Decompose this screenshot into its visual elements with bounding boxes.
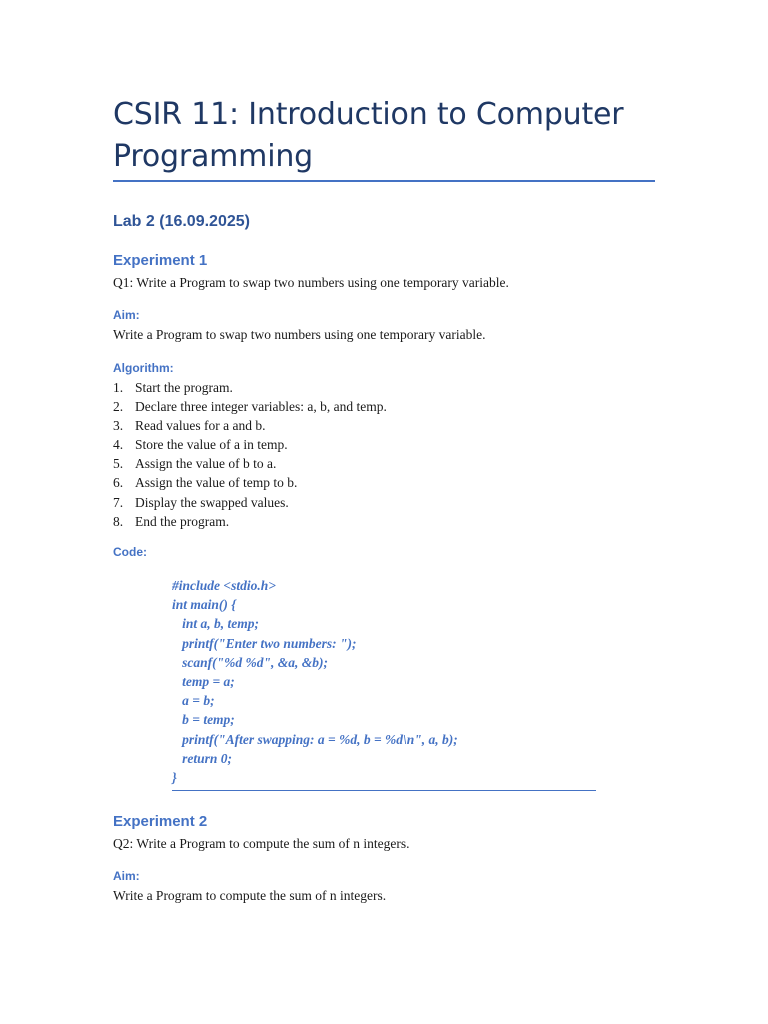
list-item (113, 512, 387, 531)
experiment-2-question: Q2: Write a Program to compute the sum of n integers. (113, 836, 410, 851)
list-item-text: Read values for a and b. (135, 418, 266, 434)
code-line: printf("After swapping: a = %d, b = %d\n", a, b); (172, 731, 458, 747)
code-line: } (172, 769, 177, 785)
experiment-1-algorithm-label: Algorithm: (113, 361, 174, 375)
list-item (113, 378, 387, 397)
list-item-number: 8. (113, 513, 124, 529)
code-line: int main() { (172, 597, 236, 613)
list-item-number: 3. (113, 418, 124, 434)
list-item (113, 454, 387, 473)
experiment-2-heading: Experiment 2 (113, 813, 208, 830)
list-item-number: 4. (113, 437, 124, 453)
list-item (113, 493, 387, 512)
code-line: int a, b, temp; (172, 616, 259, 632)
experiment-2-aim-label: Aim: (113, 869, 140, 883)
algorithm-list (113, 378, 387, 531)
code-line: b = temp; (172, 712, 235, 728)
code-line: temp = a; (172, 673, 235, 689)
list-item-number: 6. (113, 475, 124, 491)
list-item (113, 397, 387, 416)
list-item-text: Display the swapped values. (135, 494, 289, 510)
experiment-2-aim-text: Write a Program to compute the sum of n integers. (113, 888, 387, 903)
code-line: printf("Enter two numbers: "); (172, 635, 357, 651)
list-item (113, 416, 387, 435)
code-line: #include <stdio.h> (172, 578, 276, 593)
list-item-number: 7. (113, 494, 124, 510)
list-item-number: 1. (113, 380, 124, 395)
list-item (113, 473, 387, 492)
list-item-text: End the program. (135, 513, 230, 529)
code-block-underline (172, 790, 596, 791)
code-block (172, 576, 458, 787)
list-item-number: 2. (113, 399, 124, 415)
code-line: a = b; (172, 693, 215, 709)
document-title: CSIR 11: Introduction to Computer Programming (113, 97, 624, 174)
experiment-1-aim-text: Write a Program to swap two numbers using one temporary variable. (113, 327, 486, 342)
experiment-1-question: Q1: Write a Program to swap two numbers using one temporary variable. (113, 275, 509, 290)
list-item-text: Start the program. (135, 380, 233, 395)
code-line: return 0; (172, 750, 233, 766)
title-underline (113, 180, 655, 182)
lab-heading: Lab 2 (16.09.2025) (113, 213, 250, 230)
list-item (113, 435, 387, 454)
experiment-1-aim-label: Aim: (113, 308, 140, 322)
list-item-number: 5. (113, 456, 124, 472)
code-line: scanf("%d %d", &a, &b); (172, 654, 328, 670)
list-item-text: Store the value of a in temp. (135, 437, 288, 453)
list-item-text: Declare three integer variables: a, b, and temp. (135, 399, 387, 415)
experiment-1-code-label: Code: (113, 545, 147, 559)
list-item-text: Assign the value of temp to b. (135, 475, 298, 491)
list-item-text: Assign the value of b to a. (135, 456, 277, 472)
experiment-1-heading: Experiment 1 (113, 252, 208, 269)
